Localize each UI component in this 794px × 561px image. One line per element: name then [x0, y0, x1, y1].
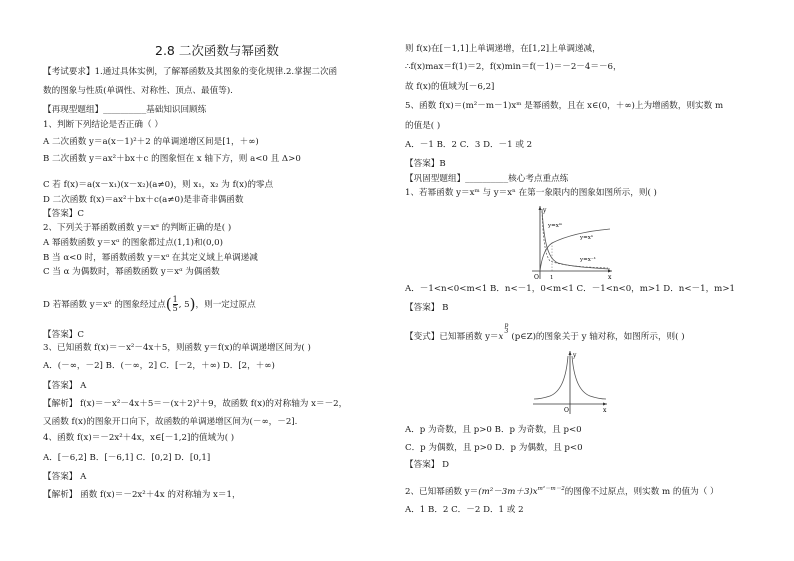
label-y-inv: y=x⁻¹	[580, 257, 596, 263]
option-a: A 幂函数函数 y＝xᵅ 的图象都过点(1,1)和(0,0)	[43, 238, 224, 248]
q2-text: 2、已知幂函数 y＝	[405, 486, 479, 497]
section-heading: 【巩固型题组】__________核心考点重点练	[405, 174, 569, 184]
x-arrow	[603, 403, 607, 406]
variant-text-tail: (p∈Z)的图象关于 y 轴对称，如图所示，则( )	[511, 332, 685, 342]
options: A．－1 B．2 C．3 D．－1 或 2	[405, 140, 533, 150]
answer: 【答案】C	[43, 209, 84, 219]
point-coordinate: , 5	[178, 300, 190, 310]
options: A．(－∞，－2] B．(－∞，2] C．[－2，＋∞) D．[2，＋∞)	[43, 361, 275, 371]
text-line: ∴f(x)max＝f(1)＝2，f(x)min＝f(－1)＝－2－4＝－6，	[405, 62, 622, 72]
variant-text: 【变式】已知幂函数 y＝	[405, 332, 499, 342]
curve-y-xm	[540, 229, 610, 271]
y-arrow	[569, 351, 572, 355]
question-2: 2、下列关于幂函数函数 y＝xᵅ 的判断正确的是( )	[43, 223, 232, 233]
option-a: A 二次函数 y＝a(x－1)²＋2 的单调递增区间是[1，＋∞)	[43, 137, 259, 147]
variant-question	[405, 322, 685, 343]
text-line: 的值是( )	[405, 121, 441, 131]
y-arrow	[539, 206, 542, 210]
option-d: D 二次函数 f(x)＝ax²＋bx＋c(a≠0)是非奇非偶函数	[43, 195, 244, 205]
option-d-tail: ，则一定过原点	[195, 300, 256, 310]
power-expr: x p 3	[498, 322, 509, 342]
options: A．－1<n<0<m<1 B．n<－1，0<m<1 C．－1<n<0，m>1 D．n<－1，m>1	[405, 284, 735, 294]
text-line: 则 f(x)在[－1,1]上单调递增，在[1,2]上单调递减，	[405, 44, 601, 54]
text-line: 故 f(x)的值域为[－6,2]	[405, 82, 495, 92]
label-origin: O	[564, 407, 569, 414]
fraction	[173, 296, 178, 313]
label-x: x	[608, 274, 612, 281]
page-title: 2.8 二次函数与幂函数	[155, 43, 279, 58]
fraction-numerator: 1	[172, 295, 178, 304]
answer: 【答案】C	[43, 330, 84, 340]
question-3: 3、已知函数 f(x)＝－x²－4x＋5，则函数 y＝f(x)的单调递增区间为( )	[43, 343, 311, 353]
option-d-text: D 若幂函数 y＝xᵅ 的图象经过点	[43, 300, 166, 310]
label-y-xm: y=xᵐ	[548, 223, 563, 229]
options: A．[－6,2] B．[－6,1] C．[0,2] D．[0,1]	[43, 453, 211, 463]
exponent-fraction: p 3	[504, 322, 509, 335]
curve-y-inverse	[542, 211, 608, 268]
text-line: 【考试要求】1.通过具体实例，了解幂函数及其图象的变化规律.2.掌握二次函	[43, 67, 338, 77]
answer: 【答案】 A	[43, 472, 87, 482]
question-1: 1、判断下列结论是否正确（ ）	[43, 120, 163, 130]
curve-left	[534, 356, 568, 399]
label-x: x	[603, 407, 607, 414]
section-heading: 【再现型题组】__________基础知识回顾练	[43, 105, 207, 115]
option-c: C 当 α 为偶数时，幂函数函数 y＝xᵅ 为偶函数	[43, 267, 220, 277]
explanation: 【解析】 函数 f(x)＝－2x²＋4x 的对称轴为 x＝1，	[43, 490, 241, 500]
label-one: 1	[550, 275, 554, 281]
explanation: 【解析】 f(x)＝－x²－4x＋5＝－(x＋2)²＋9，故函数 f(x)的对称轴为 x＝－2，	[43, 399, 348, 409]
options: C．p 为偶数，且 p>0 D．p 为偶数，且 p<0	[405, 443, 583, 453]
power-expr: $(m^2-3m+3)x^{m^2-m-2}$	[478, 486, 565, 497]
answer: 【答案】 B	[405, 303, 449, 313]
q2-text-tail: 的图像不过原点，则实数 m 的值为（ ）	[564, 486, 719, 497]
label-origin: O	[534, 274, 539, 281]
question-2b	[405, 484, 719, 498]
question-5: 5、函数 f(x)＝(m²－m－1)xᵐ 是幂函数，且在 x∈(0，＋∞)上为增函数，则实数 m	[405, 101, 724, 111]
fraction-denominator: 5	[172, 304, 178, 313]
label-y: y	[573, 352, 577, 359]
option-b: B 二次函数 y＝ax²＋bx＋c 的图象恒在 x 轴下方，则 a<0 且 Δ>0	[43, 154, 301, 164]
power-function-graph	[528, 203, 616, 281]
paren-close: )	[189, 295, 196, 313]
label-y-xn: y=xⁿ	[580, 235, 594, 241]
answer: 【答案】 A	[43, 381, 87, 391]
symmetric-power-graph	[530, 348, 610, 416]
question-1: 1、若幂函数 y＝xᵐ 与 y＝xⁿ 在第一象限内的图象如图所示，则( )	[405, 188, 657, 198]
text-line: 数的图象与性质(单调性、对称性、顶点、最值等).	[43, 86, 233, 96]
label-y: y	[543, 207, 547, 214]
answer: 【答案】B	[405, 159, 446, 169]
paren-open: (	[165, 295, 172, 313]
option-d	[43, 296, 256, 313]
option-c: C 若 f(x)＝a(x－x₁)(x－x₂)(a≠0)，则 x₁，x₂ 为 f(x)的零点	[43, 180, 274, 190]
curve-right	[572, 356, 606, 399]
x-arrow	[608, 270, 612, 273]
options: A．1 B．2 C．－2 D．1 或 2	[405, 505, 524, 515]
options: A．p 为奇数，且 p>0 B．p 为奇数，且 p<0	[405, 425, 582, 435]
curve-y-xn	[542, 209, 610, 269]
option-b: B 当 α<0 时，幂函数函数 y＝xᵅ 在其定义域上单调递减	[43, 253, 258, 263]
answer: 【答案】 D	[405, 460, 449, 470]
explanation-cont: 又函数 f(x)的图象开口向下，故函数的单调递增区间为(－∞，－2].	[43, 417, 298, 427]
question-4: 4、函数 f(x)＝－2x²＋4x，x∈[－1,2]的值域为( )	[43, 433, 235, 443]
